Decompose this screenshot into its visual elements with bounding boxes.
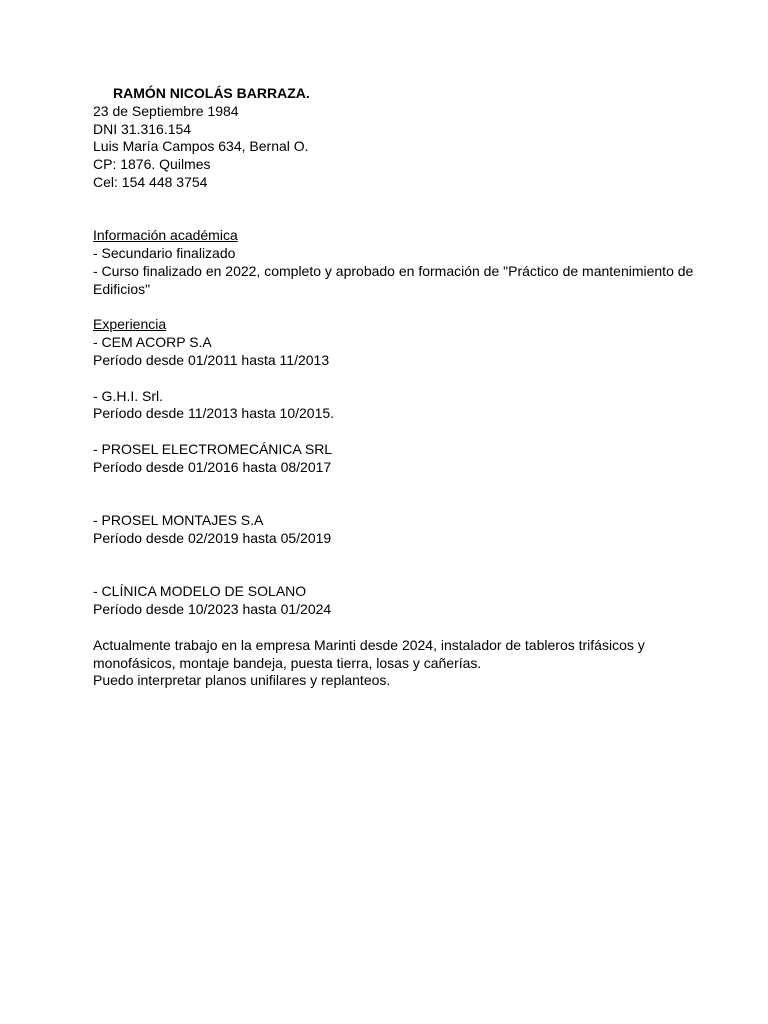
resume-document bbox=[93, 85, 713, 690]
job-period: Período desde 01/2016 hasta 08/2017 bbox=[93, 458, 332, 475]
job-period: Período desde 01/2011 hasta 11/2013 bbox=[93, 351, 330, 368]
candidate-name: RAMÓN NICOLÁS BARRAZA. bbox=[113, 85, 310, 101]
academic-item: - Curso finalizado en 2022, completo y aprobado en formación de "Práctico de mantenimiento de Edificios" bbox=[93, 262, 698, 297]
dni-number: DNI 31.316.154 bbox=[93, 120, 192, 137]
spacer bbox=[93, 619, 713, 637]
job-company: - G.H.I. Srl. bbox=[93, 387, 163, 404]
job-company: - PROSEL ELECTROMECÁNICA SRL bbox=[93, 440, 333, 457]
phone-number: Cel: 154 448 3754 bbox=[93, 173, 208, 190]
street-address: Luis María Campos 634, Bernal O. bbox=[93, 138, 309, 155]
current-job-summary: Actualmente trabajo en la empresa Marinti desde 2024, instalador de tableros trifásicos y monofásicos, montaje bandeja, puesta tierra, losas y cañerías. bbox=[93, 636, 649, 671]
postal-code: CP: 1876. Quilmes bbox=[93, 156, 211, 173]
job-period: Período desde 02/2019 hasta 05/2019 bbox=[93, 529, 332, 546]
spacer bbox=[93, 477, 713, 513]
birth-date: 23 de Septiembre 1984 bbox=[93, 102, 239, 119]
experience-heading: Experiencia bbox=[93, 316, 167, 333]
spacer bbox=[93, 370, 713, 388]
spacer bbox=[93, 299, 713, 317]
job-company: - PROSEL MONTAJES S.A bbox=[93, 512, 264, 529]
academic-item: - Secundario finalizado bbox=[93, 245, 236, 262]
spacer bbox=[93, 548, 713, 584]
academic-heading: Información académica bbox=[93, 227, 238, 244]
job-company: - CEM ACORP S.A bbox=[93, 334, 212, 351]
spacer bbox=[93, 192, 713, 228]
skills-summary: Puedo interpretar planos unifilares y replanteos. bbox=[93, 672, 391, 689]
spacer bbox=[93, 423, 713, 441]
job-company: - CLÍNICA MODELO DE SOLANO bbox=[93, 583, 307, 600]
job-period: Período desde 10/2023 hasta 01/2024 bbox=[93, 601, 332, 618]
job-period: Período desde 11/2013 hasta 10/2015. bbox=[93, 405, 335, 422]
